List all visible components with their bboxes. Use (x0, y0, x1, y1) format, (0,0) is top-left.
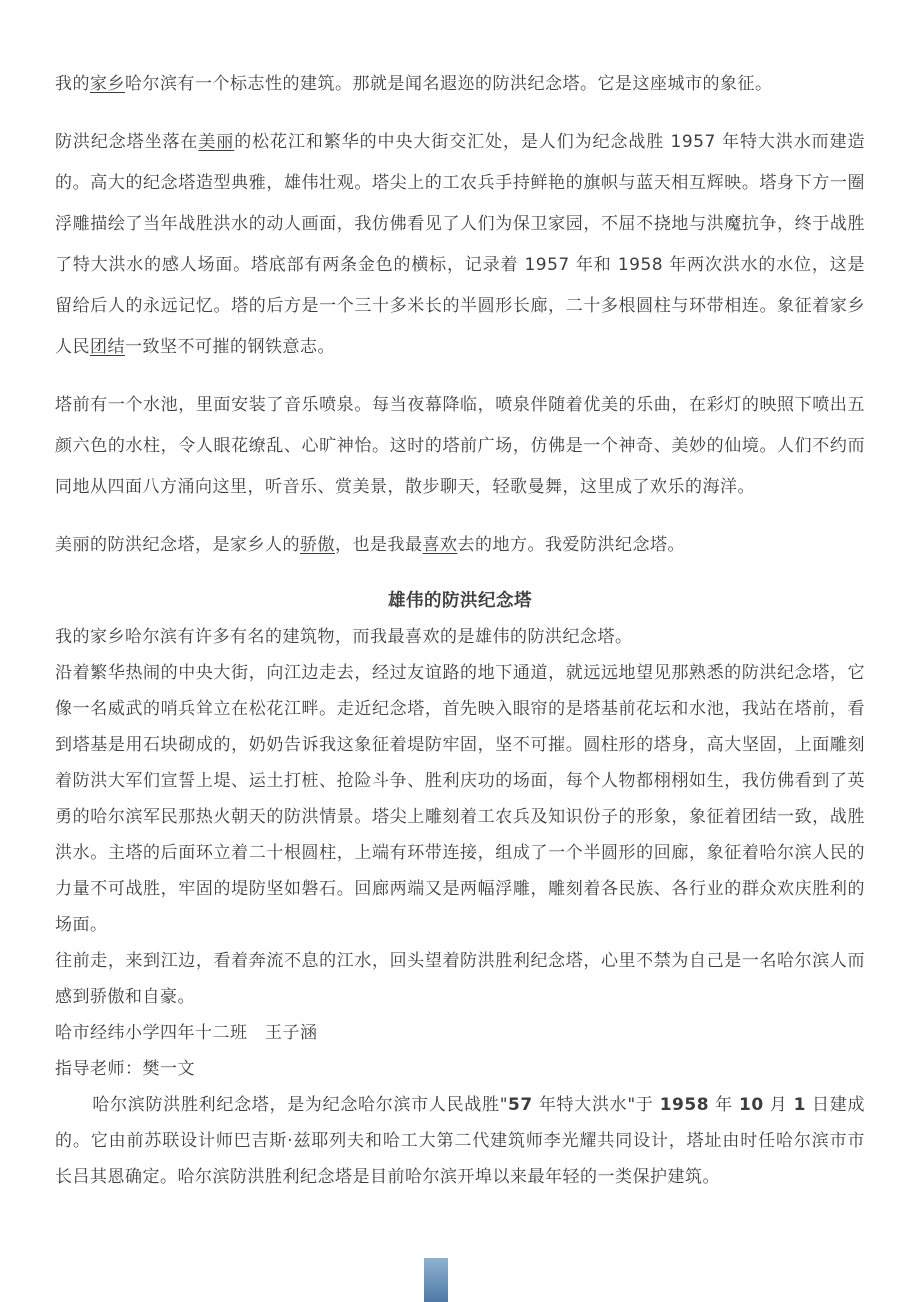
text-run: 我的家乡哈尔滨有许多有名的建筑物，而我最喜欢的是雄伟的防洪纪念塔。 (55, 627, 633, 647)
text-run: 年 (709, 1095, 739, 1115)
text-run: ，也是我最 (335, 535, 423, 555)
text-run: 月 (763, 1095, 794, 1115)
text-run: 指导老师：樊一文 (55, 1059, 195, 1079)
text-run: 我的 (55, 74, 90, 94)
underlined-text: 骄傲 (300, 535, 335, 555)
bold-text: 1 (793, 1095, 806, 1115)
bold-text: 10 (738, 1095, 764, 1115)
text-run: 沿着繁华热闹的中央大街，向江边走去，经过友谊路的地下通道，就远远地望见那熟悉的防洪纪念塔，它像一名威武的哨兵耸立在松花江畔。走近纪念塔，首先映入眼帘的是塔基前花坛和水池，我站在塔前，看到塔基是用石块砌成的，奶奶告诉我这象征着堤防牢固，坚不可摧。圆柱形的塔身，高大坚固，上面雕刻着防洪大军们宣誓上堤、运土打桩、抢险斗争、胜利庆功的场面，每个人物都栩栩如生，我仿佛看到了英勇的哈尔滨军民那热火朝天的防洪情景。塔尖上雕刻着工农兵及知识份子的形象，象征着团结一致，战胜洪水。主塔的后面环立着二十根圆柱，上端有环带连接，组成了一个半圆形的回廊，象征着哈尔滨人民的力量不可战胜，牢固的堤防坚如磐石。回廊两端又是两幅浮雕，雕刻着各民族、各行业的群众欢庆胜利的场面。 (55, 663, 865, 935)
paragraph (55, 655, 865, 943)
paragraph (55, 1015, 865, 1051)
underlined-text: 喜欢 (422, 535, 458, 555)
document-body (55, 64, 865, 1195)
text-run: 往前走，来到江边，看着奔流不息的江水，回头望着防洪胜利纪念塔，心里不禁为自己是一名哈尔滨人而感到骄傲和自豪。 (55, 951, 865, 1007)
text-run: 美丽的防洪纪念塔，是家乡人的 (55, 535, 300, 555)
underlined-text: 美丽 (198, 132, 235, 152)
bold-text: 1958 (659, 1095, 710, 1115)
text-run: 哈尔滨防洪胜利纪念塔，是为纪念哈尔滨市人民战胜" (92, 1095, 509, 1115)
embedded-image-fragment[interactable] (424, 1258, 448, 1302)
paragraph (55, 525, 865, 566)
paragraph (55, 619, 865, 655)
text-run: 雄伟的防洪纪念塔 (388, 591, 532, 611)
text-run: 年特大洪水"于 (532, 1095, 660, 1115)
bold-text: 57 (508, 1095, 533, 1115)
underlined-text: 家乡 (90, 74, 125, 94)
paragraph (55, 64, 865, 105)
text-run: 哈尔滨有一个标志性的建筑。那就是闻名遐迩的防洪纪念塔。它是这座城市的象征。 (125, 74, 773, 94)
paragraph (55, 943, 865, 1015)
paragraph (55, 122, 865, 368)
paragraph (55, 385, 865, 508)
text-run: 防洪纪念塔坐落在 (55, 132, 199, 152)
paragraph (55, 1051, 865, 1087)
paragraph (55, 1087, 865, 1195)
underlined-text: 团结 (90, 337, 125, 357)
essay-title-heading (55, 583, 865, 619)
text-run: 的松花江和繁华的中央大街交汇处，是人们为纪念战胜 1957 年特大洪水而建造的。高大的纪念塔造型典雅，雄伟壮观。塔尖上的工农兵手持鲜艳的旗帜与蓝天相互辉映。塔身下方一圈浮雕描绘了当年战胜洪水的动人画面，我仿佛看见了人们为保卫家园，不屈不挠地与洪魔抗争，终于战胜了特大洪水的感人场面。塔底部有两条金色的横标，记录着 1957 年和 1958 年两次洪水的水位，这是留给后人的永远记忆。塔的后方是一个三十多米长的半圆形长廊，二十多根圆柱与环带相连。象征着家乡人民 (55, 132, 866, 357)
text-run: 去的地方。我爱防洪纪念塔。 (457, 535, 685, 555)
text-run: 塔前有一个水池，里面安装了音乐喷泉。每当夜幕降临，喷泉伴随着优美的乐曲，在彩灯的映照下喷出五颜六色的水柱，令人眼花缭乱、心旷神怡。这时的塔前广场，仿佛是一个神奇、美妙的仙境。人们不约而同地从四面八方涌向这里，听音乐、赏美景，散步聊天，轻歌曼舞，这里成了欢乐的海洋。 (55, 395, 865, 497)
text-run: 哈市经纬小学四年十二班 王子涵 (55, 1023, 318, 1043)
text-run: 一致坚不可摧的钢铁意志。 (125, 337, 335, 357)
text-run: 日建成的。它由前苏联设计师巴吉斯·兹耶列夫和哈工大第二代建筑师李光耀共同设计，塔址由时任哈尔滨市市长吕其恩确定。哈尔滨防洪胜利纪念塔是目前哈尔滨开埠以来最年轻的一类保护建筑。 (55, 1095, 865, 1187)
